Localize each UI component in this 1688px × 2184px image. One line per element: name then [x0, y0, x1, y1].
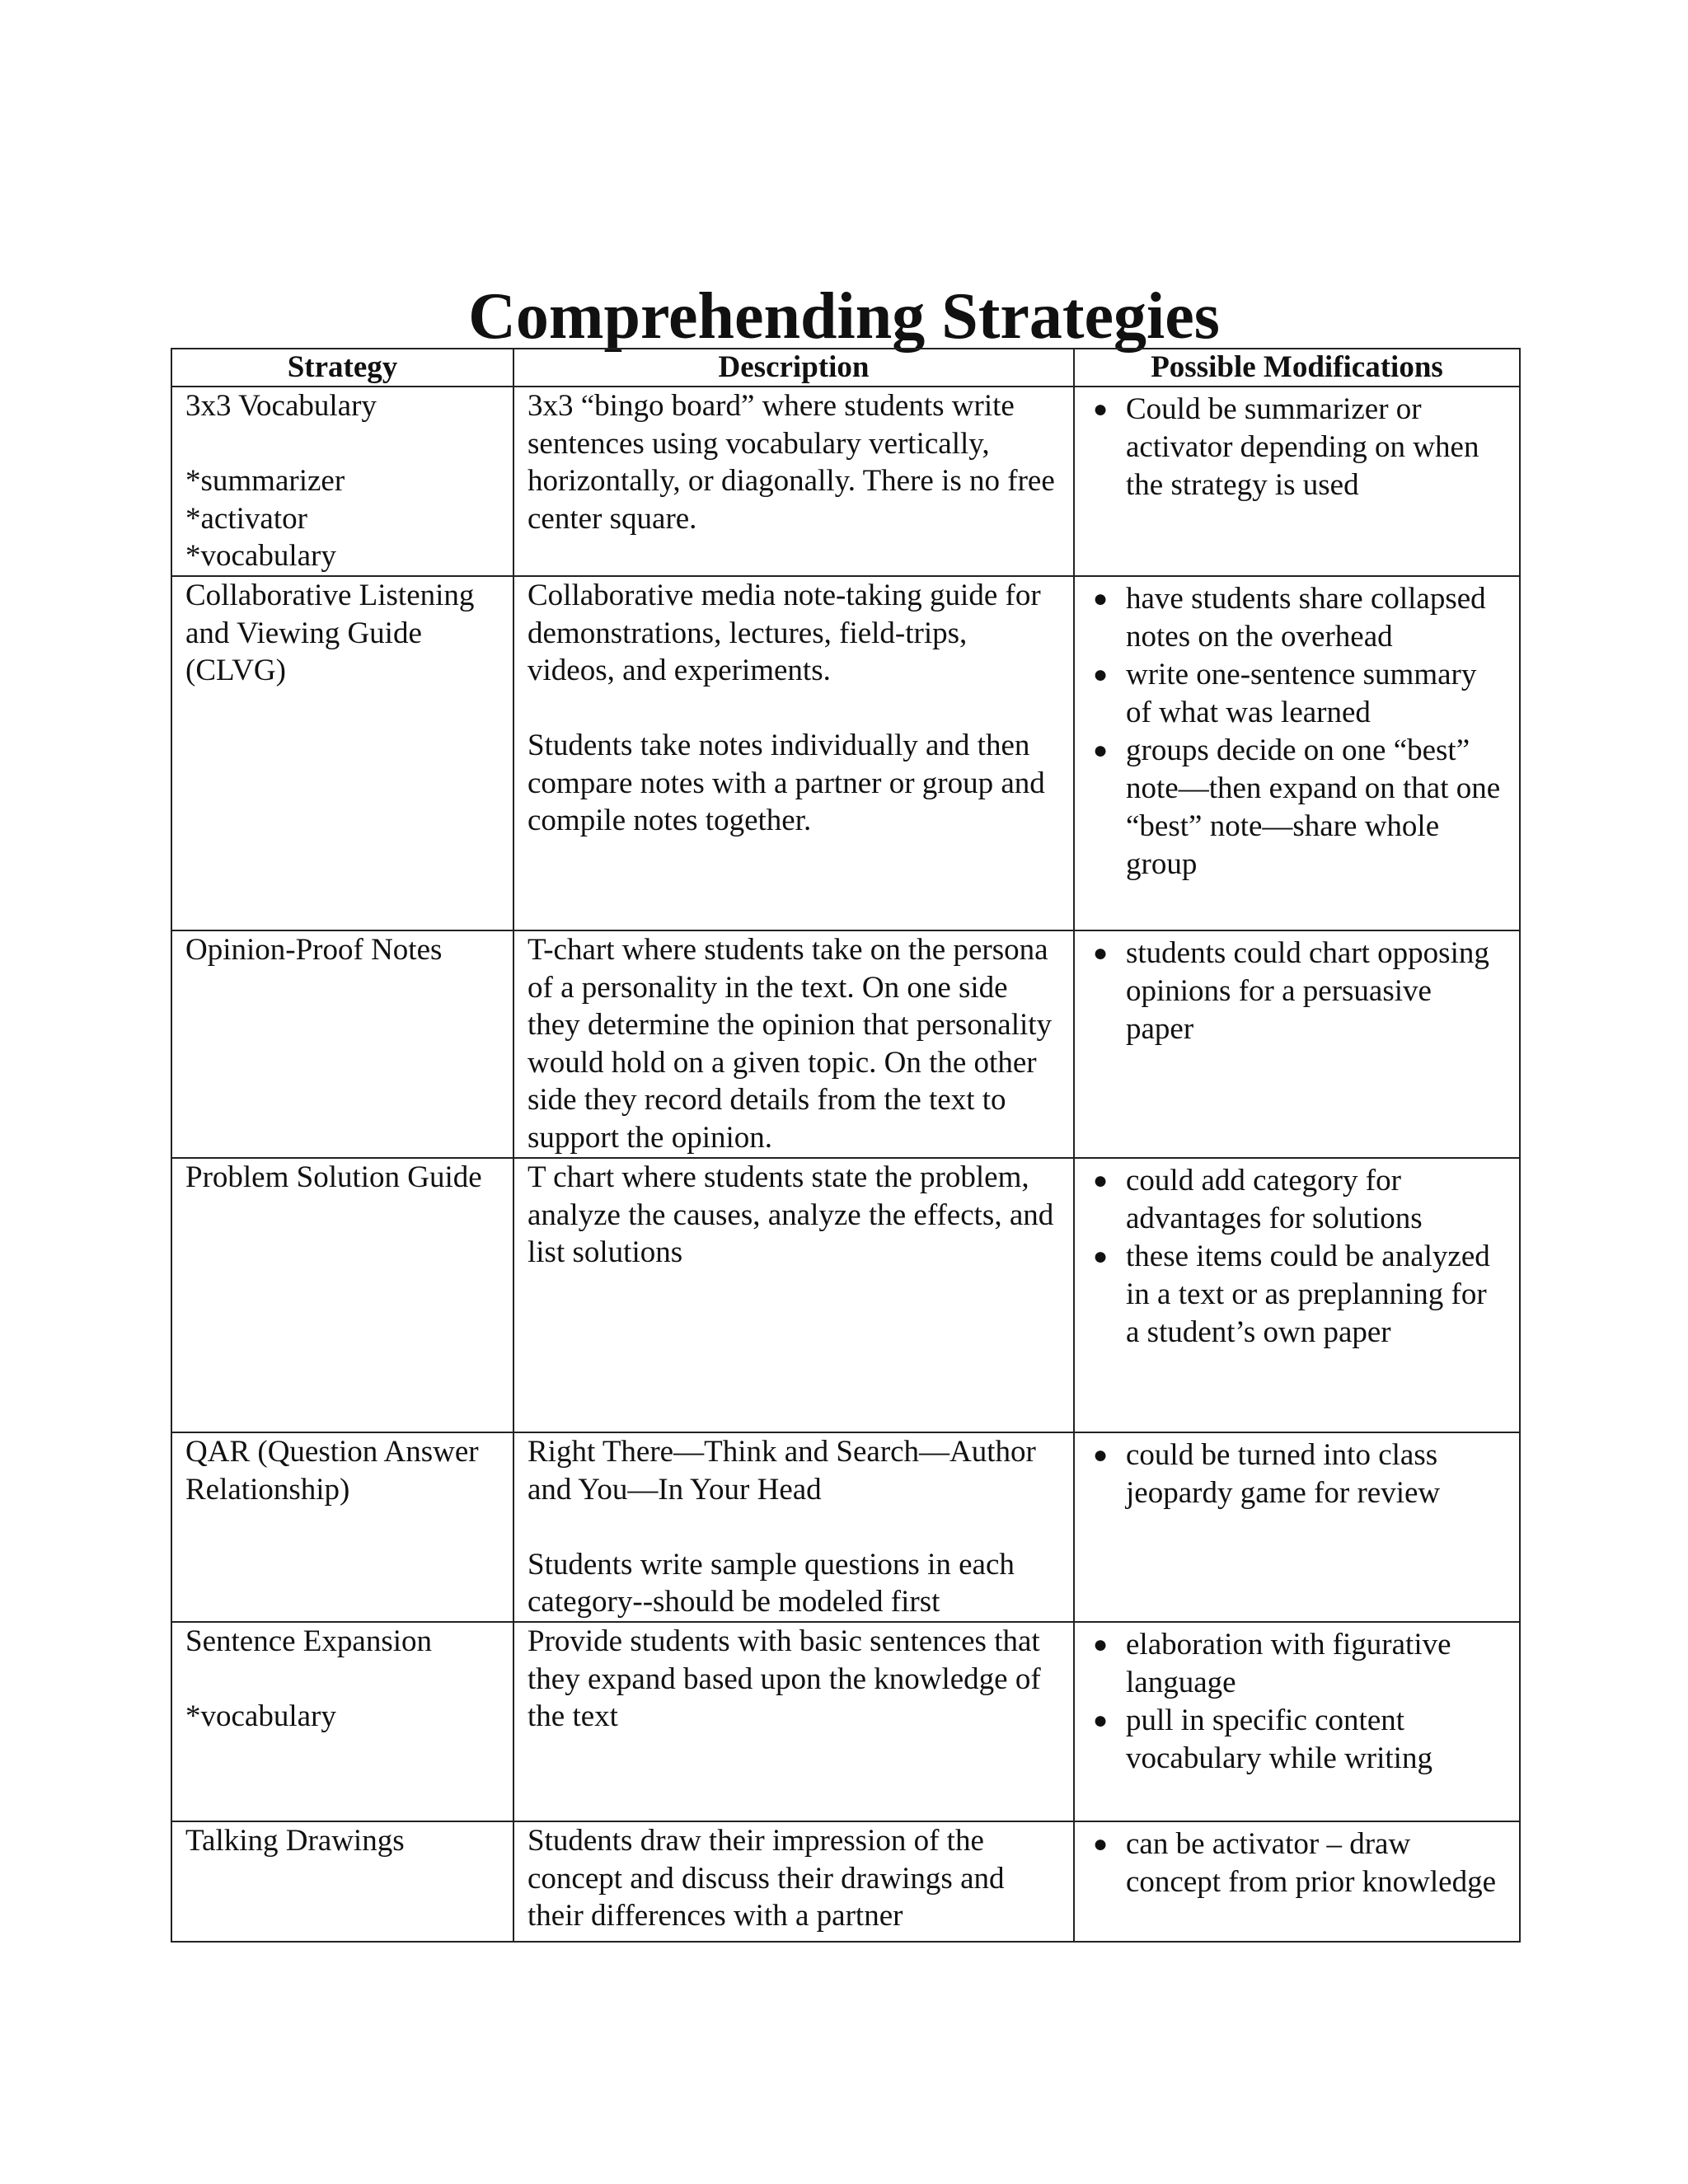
list-item [1088, 580, 1506, 656]
description-cell [513, 1432, 1074, 1622]
modifications-cell [1074, 387, 1520, 576]
list-item [1088, 732, 1506, 883]
header-description: Description [513, 349, 1074, 387]
modification-text: elaboration with figurative language [1126, 1628, 1451, 1699]
modification-text: have students share collapsed notes on the overhead [1126, 582, 1486, 654]
list-item [1088, 1436, 1506, 1512]
bullet-icon: ● [1093, 396, 1109, 423]
strategy-cell [171, 576, 513, 930]
table-row [171, 930, 1520, 1158]
strategy-cell [171, 387, 513, 576]
bullet-icon: ● [1093, 1441, 1109, 1469]
modification-text: write one-sentence summary of what was learned [1126, 658, 1477, 729]
strategy-cell [171, 1821, 513, 1942]
description-cell [513, 930, 1074, 1158]
description-text: Right There—Think and Search—Author and You—In Your Head [528, 1435, 1036, 1507]
modification-text: these items could be analyzed in a text or as preplanning for a student’s own paper [1126, 1240, 1490, 1349]
strategy-tags: *vocabulary [185, 1699, 336, 1733]
table-header-row [171, 349, 1520, 387]
bullet-icon: ● [1093, 1167, 1109, 1194]
bullet-icon: ● [1093, 737, 1109, 764]
list-item [1088, 656, 1506, 732]
description-text: T-chart where students take on the persona of a personality in the text. On one side they determine the opinion that personality would hold on a given topic. On the other side they record details from the text to support the opinion. [528, 933, 1053, 1155]
modifications-cell [1074, 1432, 1520, 1622]
bullet-icon: ● [1093, 1243, 1109, 1270]
description-cell [513, 1821, 1074, 1942]
table-row [171, 1158, 1520, 1432]
strategy-name: QAR (Question Answer Relationship) [185, 1435, 479, 1507]
table-row [171, 387, 1520, 576]
description-text: Students draw their impression of the concept and discuss their drawings and their differences with a partner [528, 1824, 1005, 1933]
bullet-icon: ● [1093, 940, 1109, 967]
description-text: Collaborative media note-taking guide for demonstrations, lectures, field-trips, videos, and experiments. [528, 579, 1041, 687]
list-item [1088, 935, 1506, 1048]
strategy-name: Problem Solution Guide [185, 1160, 482, 1194]
strategy-name: Opinion-Proof Notes [185, 933, 443, 967]
bullet-icon: ● [1093, 1707, 1109, 1734]
strategy-cell [171, 1622, 513, 1821]
strategy-name: Collaborative Listening and Viewing Guide (CLVG) [185, 579, 475, 687]
bullet-icon: ● [1093, 1830, 1109, 1858]
list-item [1088, 1825, 1506, 1901]
table-row [171, 1622, 1520, 1821]
bullet-icon: ● [1093, 585, 1109, 612]
bullet-icon: ● [1093, 661, 1109, 688]
table-row [171, 1432, 1520, 1622]
bullet-icon: ● [1093, 1631, 1109, 1658]
description-cell [513, 1158, 1074, 1432]
table-row [171, 1821, 1520, 1942]
description-text: Students take notes individually and then compare notes with a partner or group and compile notes together. [528, 729, 1045, 837]
modifications-cell [1074, 1158, 1520, 1432]
strategy-name: Sentence Expansion [185, 1624, 432, 1658]
description-text: Provide students with basic sentences that they expand based upon the knowledge of the text [528, 1624, 1041, 1733]
strategy-cell [171, 930, 513, 1158]
modification-text: could add category for advantages for solutions [1126, 1164, 1423, 1235]
strategy-tags: *summarizer *activator *vocabulary [185, 464, 345, 573]
list-item [1088, 1626, 1506, 1702]
description-text: 3x3 “bingo board” where students write sentences using vocabulary vertically, horizontally, or diagonally. There is no free center square. [528, 389, 1055, 536]
list-item [1088, 1238, 1506, 1352]
modifications-cell [1074, 1622, 1520, 1821]
modifications-cell [1074, 1821, 1520, 1942]
modification-text: can be activator – draw concept from prior knowledge [1126, 1827, 1496, 1899]
description-cell [513, 576, 1074, 930]
strategies-table [171, 348, 1521, 1943]
strategy-name: 3x3 Vocabulary [185, 389, 377, 423]
page-title: Comprehending Strategies [468, 279, 1220, 353]
list-item [1088, 391, 1506, 504]
modification-text: Could be summarizer or activator depending on when the strategy is used [1126, 392, 1479, 502]
modification-text: pull in specific content vocabulary while writing [1126, 1704, 1432, 1775]
modification-text: could be turned into class jeopardy game for review [1126, 1438, 1441, 1510]
description-text: T chart where students state the problem, analyze the causes, analyze the effects, and list solutions [528, 1160, 1054, 1269]
modifications-cell [1074, 930, 1520, 1158]
modification-text: groups decide on one “best” note—then expand on that one “best” note—share whole group [1126, 733, 1501, 881]
header-strategy: Strategy [171, 349, 513, 387]
description-cell [513, 387, 1074, 576]
list-item [1088, 1162, 1506, 1238]
modifications-cell [1074, 576, 1520, 930]
description-cell [513, 1622, 1074, 1821]
strategy-name: Talking Drawings [185, 1824, 405, 1858]
list-item [1088, 1702, 1506, 1778]
header-possible-modifications: Possible Modifications [1074, 349, 1520, 387]
table-row [171, 576, 1520, 930]
modification-text: students could chart opposing opinions for a persuasive paper [1126, 936, 1489, 1046]
description-text: Students write sample questions in each category--should be modeled first [528, 1547, 1015, 1619]
strategy-cell [171, 1432, 513, 1622]
strategy-cell [171, 1158, 513, 1432]
